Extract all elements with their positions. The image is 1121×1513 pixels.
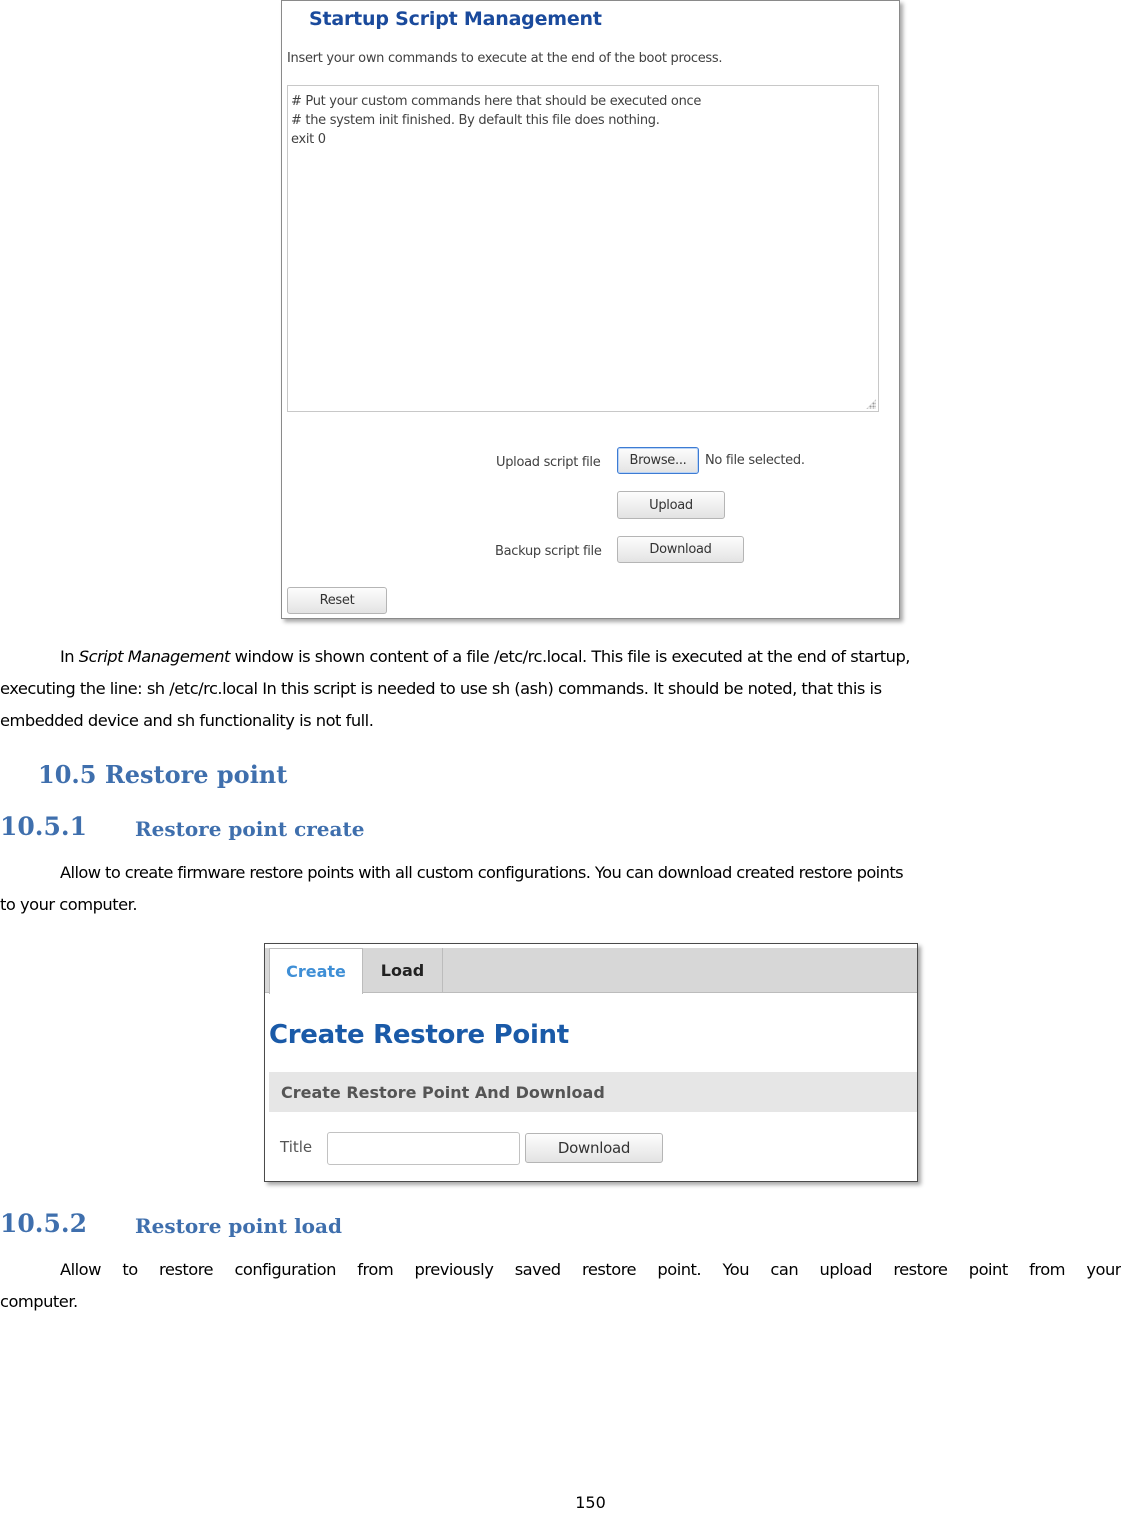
tab-create[interactable]: Create [269,948,363,994]
script-textarea[interactable] [287,85,879,412]
upload-button[interactable]: Upload [617,491,725,519]
startup-script-screenshot [281,0,900,619]
browse-button[interactable]: Browse... [617,447,699,474]
upload-script-label: Upload script file [496,455,601,470]
startup-script-title: Startup Script Management [309,8,602,30]
restore-point-subtitle: Create Restore Point And Download [269,1072,917,1112]
paragraph-line: computer. [0,1292,78,1311]
startup-script-description: Insert your own commands to execute at the end of the boot process. [287,51,723,66]
script-line: # Put your custom commands here that should be executed once [291,94,702,109]
script-line: # the system init finished. By default this file does nothing. [291,113,660,128]
paragraph-line: Allow to create firmware restore points with all custom configurations. You can download created restore points [60,863,903,882]
section-heading [38,760,287,789]
restore-load-paragraph [0,1254,1121,1318]
create-restore-point-screenshot [264,943,918,1182]
paragraph-line [0,641,1121,673]
backup-script-label: Backup script file [495,544,602,559]
reset-button[interactable]: Reset [287,587,387,614]
paragraph-italic-text: Script Management [78,647,230,666]
paragraph-line: embedded device and sh functionality is not full. [0,711,374,730]
section-title: Restore point [104,760,288,789]
subsection-number: 10.5.1 [0,812,87,841]
resize-grip-icon[interactable] [866,399,876,409]
paragraph-text: In [60,647,79,666]
restore-point-title: Create Restore Point [269,1020,569,1050]
paragraph-line: executing the line: sh /etc/rc.local In this script is needed to use sh (ash) commands. It should be noted, that this is [0,679,882,698]
download-restore-point-button[interactable]: Download [525,1133,663,1163]
subsection-title: Restore point load [135,1214,342,1238]
paragraph-text: window is shown content of a file /etc/rc.local. This file is executed at the end of startup, [229,647,910,666]
section-number: 10.5 [38,760,97,789]
paragraph-line: Allow to restore configuration from previously saved restore point. You can upload restore point from your [60,1260,1121,1279]
restore-create-paragraph [0,857,1121,921]
file-status-text: No file selected. [705,453,805,468]
tab-load[interactable]: Load [363,948,443,992]
title-input[interactable] [327,1132,520,1165]
paragraph-line: to your computer. [0,895,138,914]
download-script-button[interactable]: Download [617,536,744,563]
subsection-title: Restore point create [135,817,365,841]
title-field-label: Title [280,1138,313,1156]
subsection-number: 10.5.2 [0,1209,87,1238]
script-management-paragraph [0,641,1121,737]
script-line: exit 0 [291,132,326,147]
page-number: 150 [575,1493,606,1512]
